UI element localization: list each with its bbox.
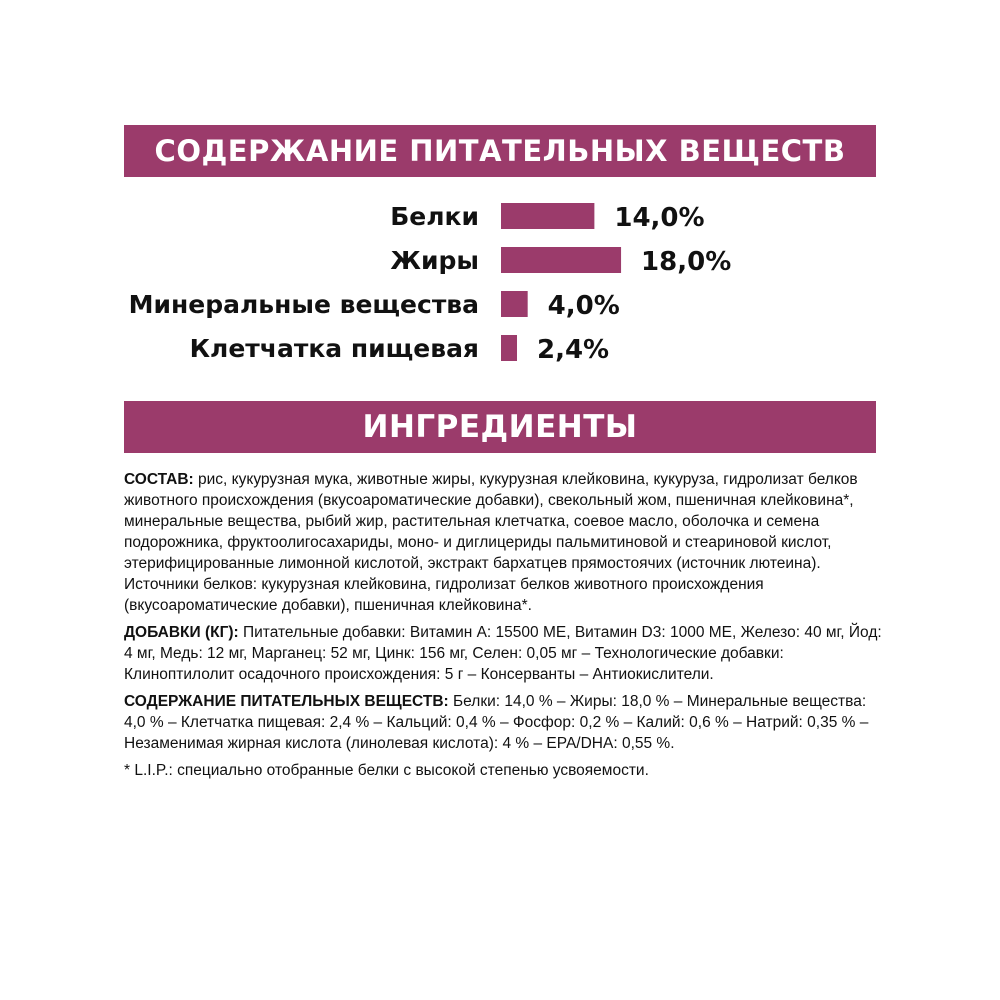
composition-label: СОСТАВ: bbox=[124, 471, 194, 488]
footnote: * L.I.P.: специально отобранные белки с высокой степенью усвояемости. bbox=[124, 762, 649, 779]
additives-label: ДОБАВКИ (КГ): bbox=[124, 624, 239, 641]
category-label: Минеральные вещества bbox=[128, 290, 479, 319]
nutrient-content-label: СОДЕРЖАНИЕ ПИТАТЕЛЬНЫХ ВЕЩЕСТВ: bbox=[124, 693, 449, 710]
additives-text: Питательные добавки: Витамин A: 15500 МЕ, Витамин D3: 1000 МЕ, Железо: 40 мг, Йод: 4 мг, Медь: 12 мг, Марганец: 52 мг, Цинк: 156 мг, Селен: 0,05 мг – Технологические добавки: Клиноптилолит осадочного происхождения: 5 г – Консерванты – Антиокислители. bbox=[124, 624, 882, 683]
nutrient-content-paragraph bbox=[124, 691, 884, 754]
category-label: Белки bbox=[390, 202, 479, 231]
ingredients-heading: ИНГРЕДИЕНТЫ bbox=[362, 409, 638, 445]
ingredients-heading-banner bbox=[124, 401, 876, 453]
nutrients-heading-banner bbox=[124, 125, 876, 177]
category-label: Жиры bbox=[390, 246, 479, 275]
ingredients-text-block bbox=[124, 469, 884, 787]
category-label: Клетчатка пищевая bbox=[189, 334, 479, 363]
value-label: 18,0% bbox=[641, 247, 732, 277]
nutrient-bar bbox=[501, 335, 517, 361]
composition-paragraph bbox=[124, 469, 884, 616]
additives-paragraph bbox=[124, 622, 884, 685]
value-label: 14,0% bbox=[614, 203, 705, 233]
nutrient-bar bbox=[501, 247, 621, 273]
value-label: 2,4% bbox=[537, 335, 610, 365]
nutrient-bar bbox=[501, 291, 528, 317]
value-label: 4,0% bbox=[547, 291, 620, 321]
nutrient-bar bbox=[501, 203, 594, 229]
composition-text: рис, кукурузная мука, животные жиры, кукурузная клейковина, кукуруза, гидролизат белков животного происхождения (вкусоароматические добавки), свекольный жом, пшеничная клейковина*, минеральные вещества, рыбий жир, растительная клетчатка, соевое масло, оболочка и семена подорожника, фруктоолигосахариды, моно- и диглицериды пальмитиновой и стеариновой кислот, этерифицированные лимонной кислотой, экстракт бархатцев прямостоячих (источник лютеина). Источники белков: кукурузная клейковина, гидролизат белков животного происхождения (вкусоароматические добавки), пшеничная клейковина*. bbox=[124, 471, 858, 614]
nutrient-bar-chart bbox=[0, 190, 1000, 380]
nutrient-content-text: Белки: 14,0 % – Жиры: 18,0 % – Минеральные вещества: 4,0 % – Клетчатка пищевая: 2,4 % – Кальций: 0,4 % – Фосфор: 0,2 % – Калий: 0,6 % – Натрий: 0,35 % – Незаменимая жирная кислота (линолевая кислота): 4 % – EPA/DHA: 0,55 %. bbox=[124, 693, 869, 752]
nutrients-heading: СОДЕРЖАНИЕ ПИТАТЕЛЬНЫХ ВЕЩЕСТВ bbox=[154, 134, 846, 168]
